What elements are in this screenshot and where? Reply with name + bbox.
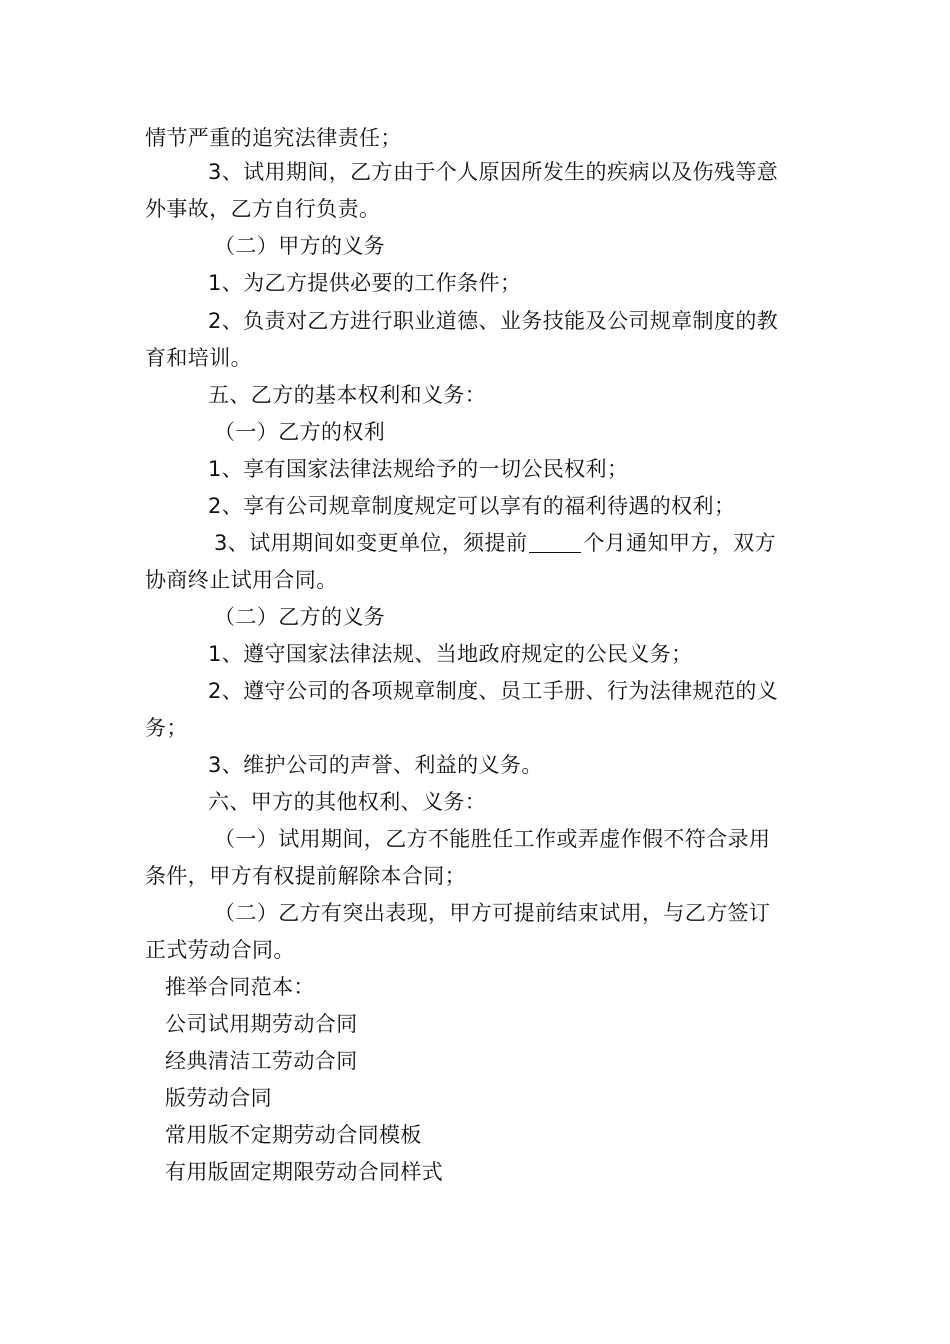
paragraph-line: （二）乙方有突出表现，甲方可提前结束试用，与乙方签订 [214,901,771,925]
paragraph-line: 2、遵守公司的各项规章制度、员工手册、行为法律规范的义 [208,679,779,703]
paragraph-line: 情节严重的追究法律责任； [145,126,402,150]
paragraph-line: 1、为乙方提供必要的工作条件； [208,271,522,295]
paragraph-line: 务； [145,716,188,740]
section-heading: 六、甲方的其他权利、义务： [208,790,487,814]
paragraph-text: 个月通知甲方，双方 [583,531,776,555]
section-heading: （一）乙方的权利 [214,420,386,444]
paragraph-line: 1、遵守国家法律法规、当地政府规定的公民义务； [208,642,693,666]
paragraph-line: 育和培训。 [145,346,252,370]
paragraph-text: 3、试用期间如变更单位，须提前 [214,531,528,555]
paragraph-line: 协商终止试用合同。 [145,568,338,592]
paragraph-line [214,529,776,557]
paragraph-line: （一）试用期间，乙方不能胜任工作或弄虚作假不符合录用 [214,827,771,851]
paragraph-line: 外事故，乙方自行负责。 [145,197,381,221]
recommend-link[interactable]: 有用版固定期限劳动合同样式 [165,1160,444,1184]
fill-in-blank[interactable] [529,532,581,553]
section-heading: （二）乙方的义务 [214,605,386,629]
paragraph-line: 2、享有公司规章制度规定可以享有的福利待遇的权利； [208,494,736,518]
paragraph-line: 正式劳动合同。 [145,938,295,962]
paragraph-line: 1、享有国家法律法规给予的一切公民权利； [208,457,629,481]
recommend-heading: 推举合同范本： [165,975,315,999]
section-heading: 五、乙方的基本权利和义务： [208,383,487,407]
section-heading: （二）甲方的义务 [214,234,386,258]
paragraph-line: 3、维护公司的声誉、利益的义务。 [208,753,543,777]
recommend-link[interactable]: 版劳动合同 [165,1086,272,1110]
paragraph-line: 3、试用期间，乙方由于个人原因所发生的疾病以及伤残等意 [208,160,779,184]
recommend-link[interactable]: 常用版不定期劳动合同模板 [165,1123,422,1147]
recommend-link[interactable]: 经典清洁工劳动合同 [165,1049,358,1073]
paragraph-line: 2、负责对乙方进行职业道德、业务技能及公司规章制度的教 [208,309,779,333]
recommend-link[interactable]: 公司试用期劳动合同 [165,1012,358,1036]
paragraph-line: 条件，甲方有权提前解除本合同； [145,864,466,888]
